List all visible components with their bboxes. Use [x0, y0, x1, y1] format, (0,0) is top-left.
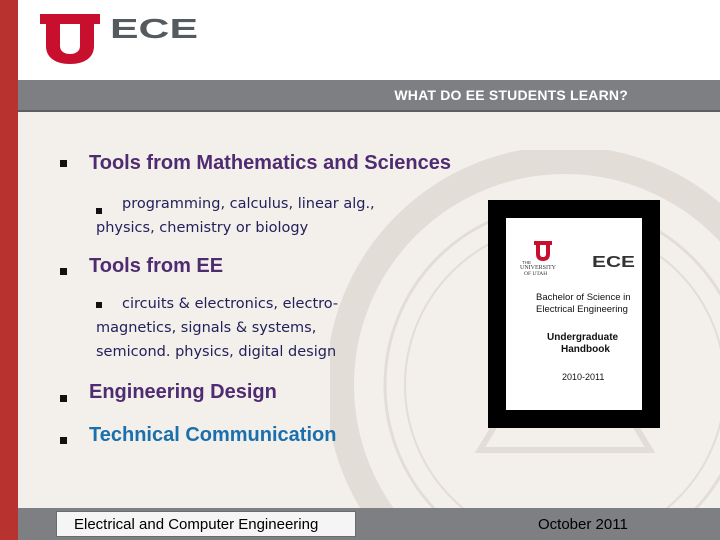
handbook-ece-logo [592, 254, 636, 268]
svg-text:THE: THE [522, 260, 531, 265]
bullet-subtext: programming, calculus, linear alg., physics, chemistry or biology [96, 196, 375, 236]
handbook-doc-line2: Handbook [561, 344, 610, 355]
bullet-marker [60, 395, 67, 402]
handbook-cover-image [488, 200, 660, 428]
handbook-doc-line1: Undergraduate [547, 332, 619, 343]
handbook-degree-line2: Electrical Engineering [536, 304, 628, 315]
bullet-marker [60, 160, 67, 167]
university-of-utah-logo [518, 240, 566, 276]
bullet-marker [60, 437, 67, 444]
svg-text:ECE: ECE [110, 16, 198, 40]
bullet-subtext: circuits & electronics, electro-magnetics, signals & systems, semicond. physics, digital design [96, 296, 339, 360]
header-band [18, 0, 720, 80]
bullet-marker [60, 268, 67, 275]
footer-left-box [56, 511, 356, 537]
handbook-degree-line1: Bachelor of Science in [536, 292, 631, 303]
svg-text:OF UTAH: OF UTAH [524, 271, 548, 276]
block-u-logo [38, 12, 102, 66]
footer-bar [18, 508, 720, 540]
handbook-cover-page [506, 218, 642, 410]
title-bar [18, 80, 720, 112]
bullet-heading: Technical Communication [89, 424, 337, 446]
ece-logo [110, 16, 200, 40]
svg-text:UNIVERSITY: UNIVERSITY [520, 265, 556, 271]
footer-date: October 2011 [538, 516, 628, 533]
bullet-heading: Tools from Mathematics and Sciences [89, 152, 451, 174]
handbook-years: 2010-2011 [562, 372, 605, 382]
bullet-heading: Tools from EE [89, 255, 224, 277]
slide-title: WHAT DO EE STUDENTS LEARN? [394, 87, 628, 103]
bullet-heading: Engineering Design [89, 381, 277, 403]
svg-text:ECE: ECE [592, 254, 636, 268]
left-accent-strip [0, 0, 18, 540]
footer-department: Electrical and Computer Engineering [74, 516, 319, 533]
